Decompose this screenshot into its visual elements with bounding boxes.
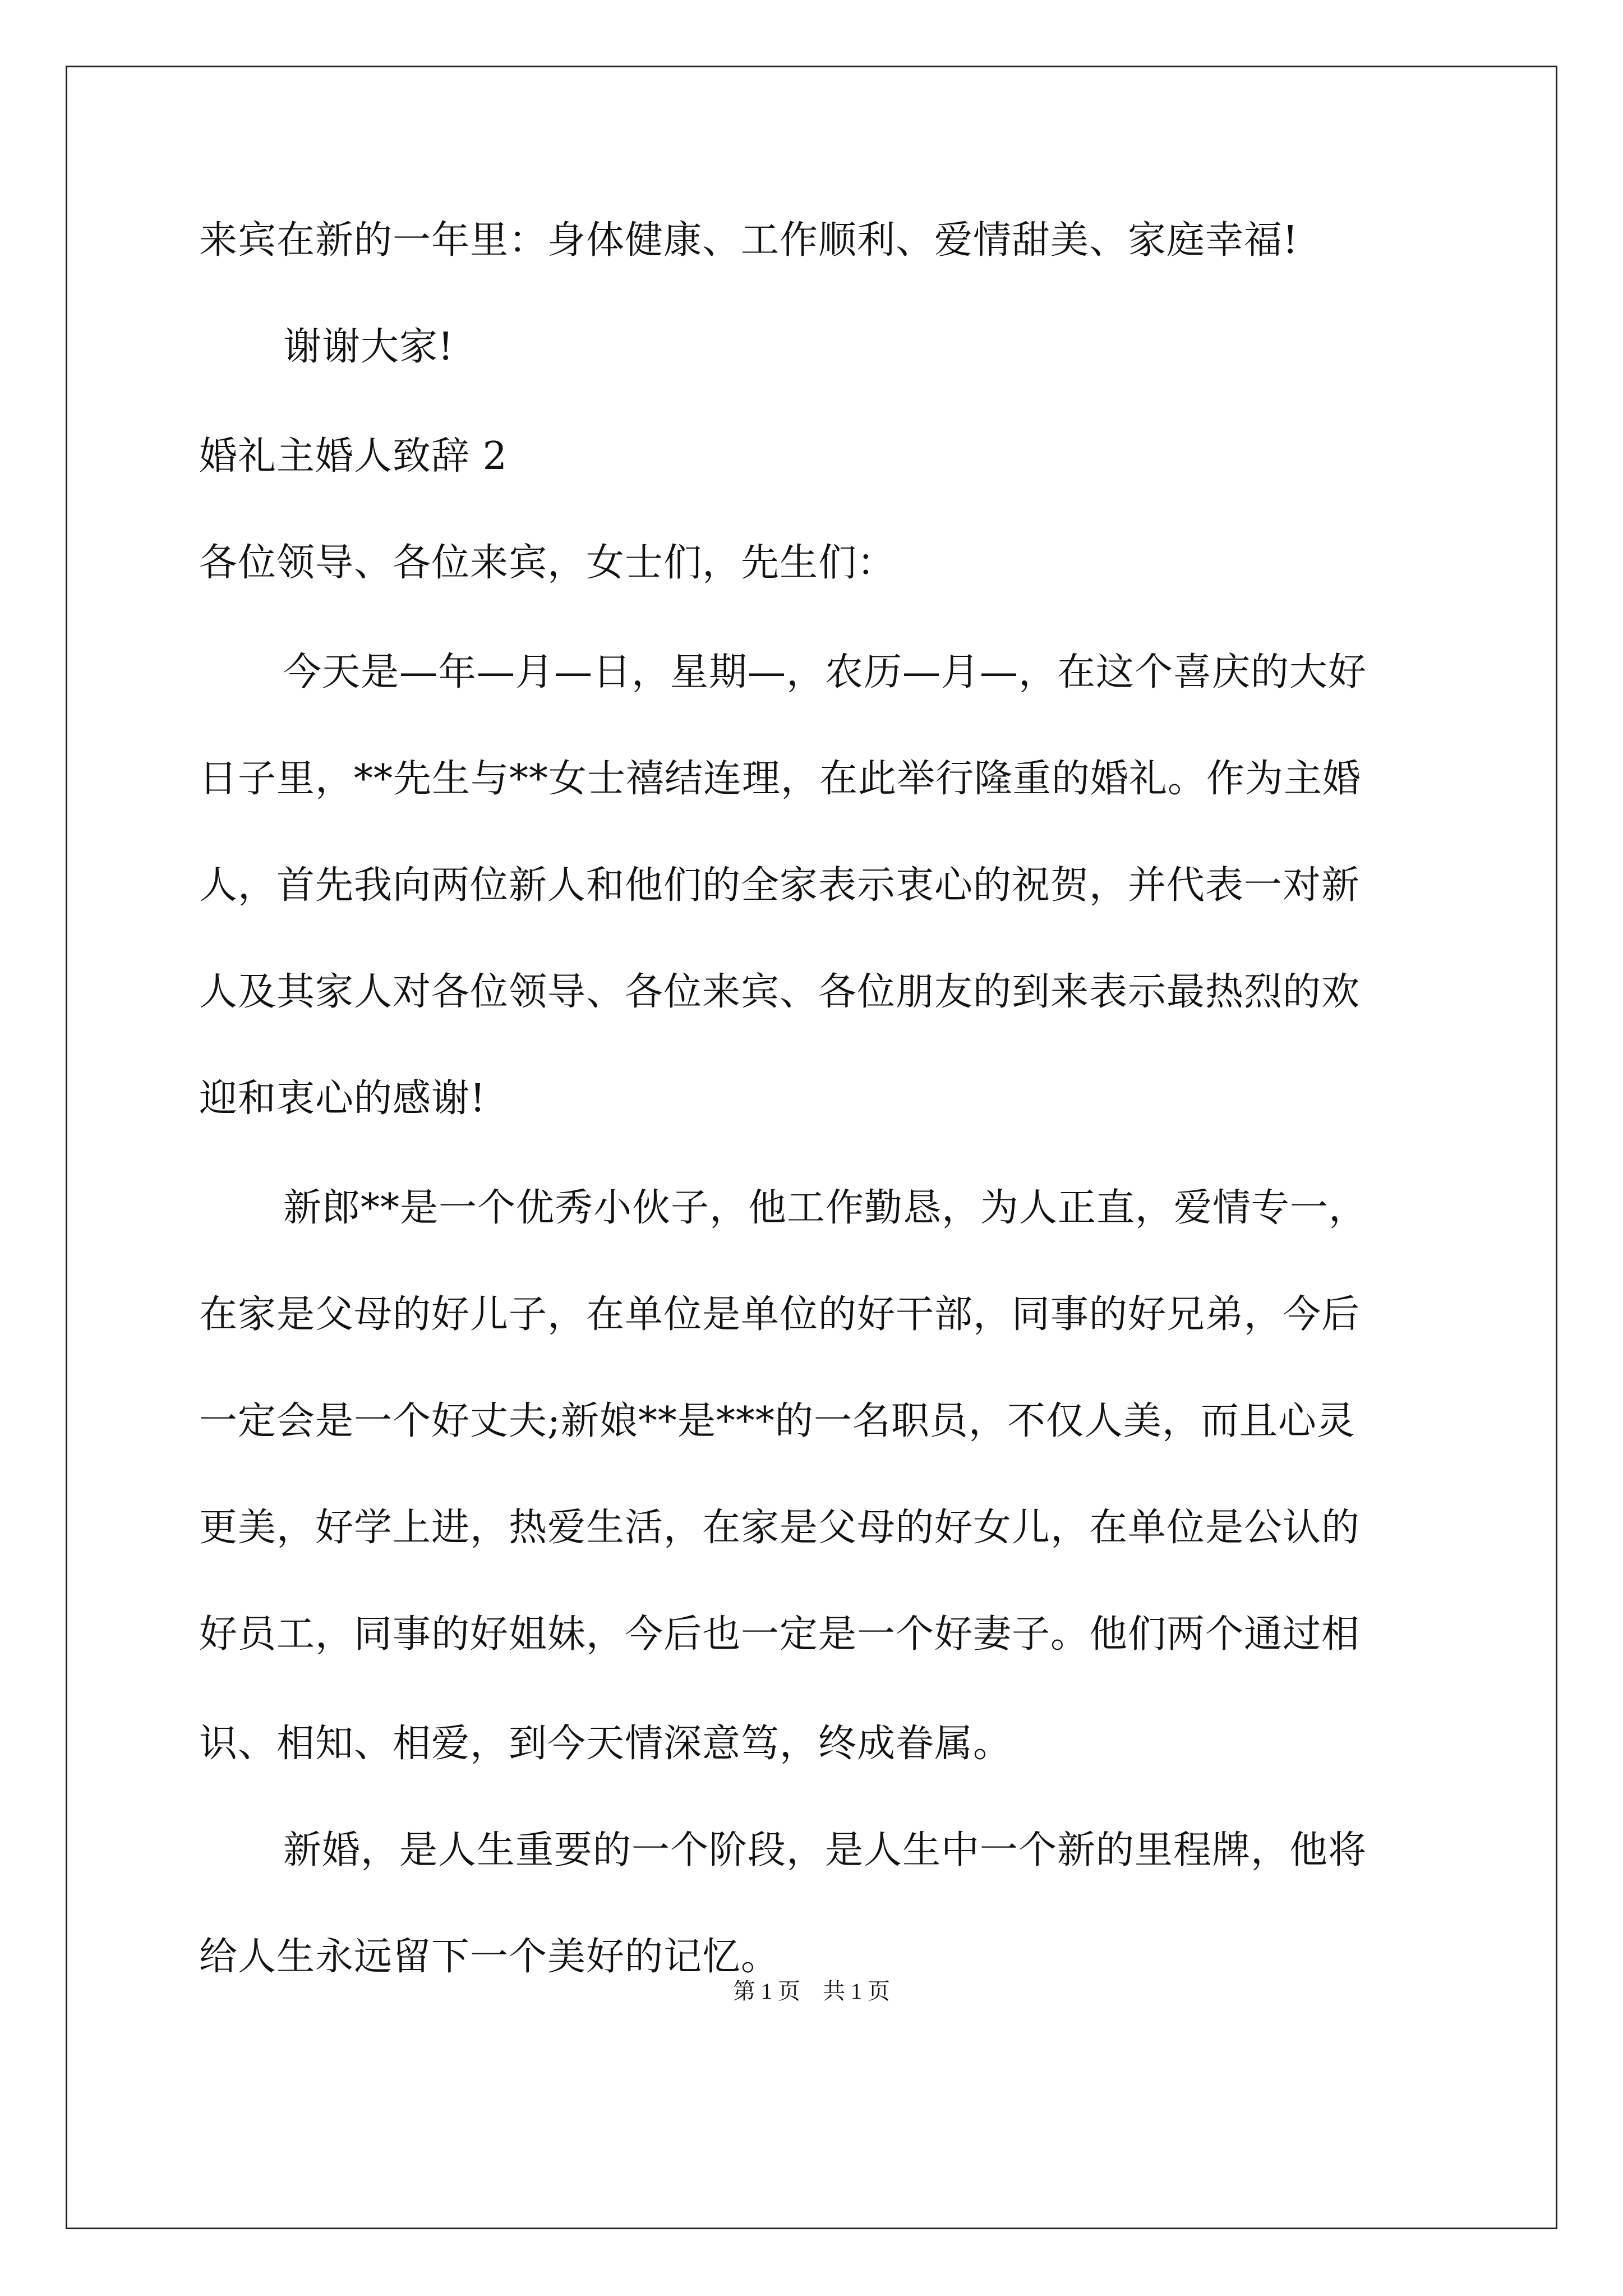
page-number-footer: 第 1 页 共 1 页	[733, 1978, 890, 2004]
text-line-10: 新郎**是一个优秀小伙子，他工作勤恳，为人正直，爱情专一，	[283, 1186, 1368, 1230]
text-line-6: 日子里，**先生与**女士禧结连理，在此举行隆重的婚礼。作为主婚	[199, 757, 1362, 801]
text-line-7: 人，首先我向两位新人和他们的全家表示衷心的祝贺，并代表一对新	[199, 863, 1361, 908]
text-line-16: 新婚，是人生重要的一个阶段，是人生中一个新的里程牌，他将	[283, 1828, 1367, 1872]
text-line-15: 识、相知、相爱，到今天情深意笃，终成眷属。	[199, 1722, 1012, 1766]
text-line-2: 谢谢大家!	[283, 325, 454, 369]
text-line-5: 今天是—年—月—日，星期—，农历—月—，在这个喜庆的大好	[283, 650, 1367, 694]
text-line-12: 一定会是一个好丈夫;新娘**是***的一名职员，不仅人美，而且心灵	[199, 1399, 1355, 1443]
text-line-salutation: 各位领导、各位来宾，女士们，先生们：	[199, 541, 896, 585]
text-line-1: 来宾在新的一年里：身体健康、工作顺利、爱情甜美、家庭幸福!	[199, 218, 1299, 263]
text-line-17: 给人生永远留下一个美好的记忆。	[199, 1935, 780, 1979]
text-line-9: 迎和衷心的感谢!	[199, 1076, 486, 1121]
text-line-11: 在家是父母的好儿子，在单位是单位的好干部，同事的好兄弟，今后	[199, 1292, 1361, 1337]
text-line-14: 好员工，同事的好姐妹，今后也一定是一个好妻子。他们两个通过相	[199, 1612, 1361, 1657]
page-border	[66, 66, 1557, 2229]
text-line-8: 人及其家人对各位领导、各位来宾、各位朋友的到来表示最热烈的欢	[199, 970, 1361, 1014]
text-line-13: 更美，好学上进，热爱生活，在家是父母的好女儿，在单位是公认的	[199, 1506, 1361, 1550]
section-heading: 婚礼主婚人致辞 2	[199, 434, 508, 478]
